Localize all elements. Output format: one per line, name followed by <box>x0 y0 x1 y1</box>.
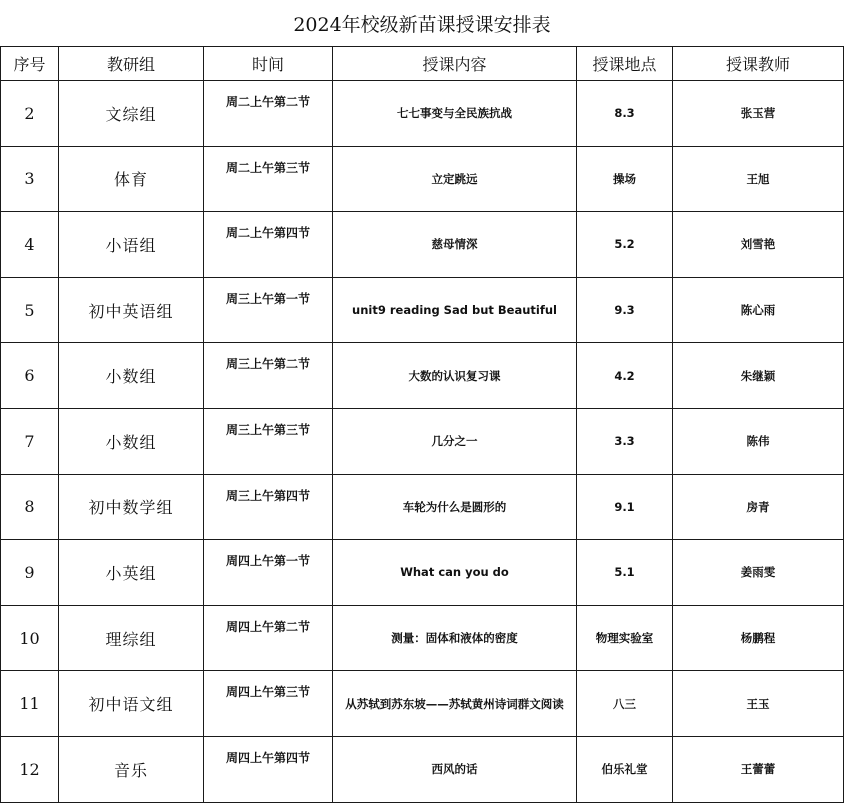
cell-group: 小语组 <box>59 212 204 278</box>
header-seq: 序号 <box>1 47 59 81</box>
table-title: 2024年校级新苗课授课安排表 <box>1 0 844 47</box>
cell-teacher: 张玉营 <box>673 81 844 147</box>
cell-seq: 4 <box>1 212 59 278</box>
cell-place: 4.2 <box>577 343 673 409</box>
cell-content: 大数的认识复习课 <box>333 343 577 409</box>
cell-group: 理综组 <box>59 605 204 671</box>
cell-group: 音乐 <box>59 736 204 802</box>
cell-time: 周四上午第三节 <box>204 671 333 737</box>
cell-time: 周四上午第一节 <box>204 540 333 606</box>
table-row <box>1 474 844 540</box>
header-row <box>1 47 844 81</box>
cell-time: 周三上午第四节 <box>204 474 333 540</box>
header-group: 教研组 <box>59 47 204 81</box>
cell-place: 5.2 <box>577 212 673 278</box>
cell-teacher: 房青 <box>673 474 844 540</box>
cell-place: 9.1 <box>577 474 673 540</box>
cell-group: 初中数学组 <box>59 474 204 540</box>
cell-teacher: 陈心雨 <box>673 277 844 343</box>
cell-place: 操场 <box>577 146 673 212</box>
cell-place: 伯乐礼堂 <box>577 736 673 802</box>
cell-time: 周三上午第二节 <box>204 343 333 409</box>
cell-time: 周二上午第四节 <box>204 212 333 278</box>
cell-teacher: 王旭 <box>673 146 844 212</box>
cell-seq: 12 <box>1 736 59 802</box>
cell-content: 立定跳远 <box>333 146 577 212</box>
cell-seq: 6 <box>1 343 59 409</box>
cell-teacher: 姜雨雯 <box>673 540 844 606</box>
cell-group: 小数组 <box>59 408 204 474</box>
cell-seq: 5 <box>1 277 59 343</box>
cell-group: 小英组 <box>59 540 204 606</box>
cell-seq: 7 <box>1 408 59 474</box>
cell-content: 车轮为什么是圆形的 <box>333 474 577 540</box>
cell-time: 周二上午第三节 <box>204 146 333 212</box>
cell-place: 八三 <box>577 671 673 737</box>
table-row <box>1 605 844 671</box>
table-row <box>1 212 844 278</box>
cell-seq: 2 <box>1 81 59 147</box>
cell-teacher: 陈伟 <box>673 408 844 474</box>
table-row <box>1 146 844 212</box>
table-row <box>1 408 844 474</box>
cell-teacher: 王蕾蕾 <box>673 736 844 802</box>
cell-group: 小数组 <box>59 343 204 409</box>
cell-seq: 8 <box>1 474 59 540</box>
cell-content: 几分之一 <box>333 408 577 474</box>
cell-group: 初中语文组 <box>59 671 204 737</box>
cell-content: 测量：固体和液体的密度 <box>333 605 577 671</box>
header-place: 授课地点 <box>577 47 673 81</box>
cell-content: 从苏轼到苏东坡——苏轼黄州诗词群文阅读 <box>333 671 577 737</box>
cell-seq: 3 <box>1 146 59 212</box>
cell-teacher: 朱继颖 <box>673 343 844 409</box>
cell-seq: 11 <box>1 671 59 737</box>
table-row <box>1 671 844 737</box>
cell-time: 周三上午第三节 <box>204 408 333 474</box>
cell-content: unit9 reading Sad but Beautiful <box>333 277 577 343</box>
cell-place: 5.1 <box>577 540 673 606</box>
header-time: 时间 <box>204 47 333 81</box>
cell-time: 周四上午第二节 <box>204 605 333 671</box>
cell-content: 慈母情深 <box>333 212 577 278</box>
cell-teacher: 刘雪艳 <box>673 212 844 278</box>
table-row <box>1 540 844 606</box>
cell-group: 文综组 <box>59 81 204 147</box>
cell-content: 七七事变与全民族抗战 <box>333 81 577 147</box>
table-row <box>1 81 844 147</box>
cell-seq: 9 <box>1 540 59 606</box>
cell-time: 周四上午第四节 <box>204 736 333 802</box>
table-row <box>1 343 844 409</box>
header-content: 授课内容 <box>333 47 577 81</box>
header-teacher: 授课教师 <box>673 47 844 81</box>
cell-teacher: 王玉 <box>673 671 844 737</box>
cell-place: 3.3 <box>577 408 673 474</box>
cell-place: 9.3 <box>577 277 673 343</box>
cell-content: What can you do <box>333 540 577 606</box>
cell-time: 周三上午第一节 <box>204 277 333 343</box>
cell-seq: 10 <box>1 605 59 671</box>
table-row <box>1 736 844 802</box>
title-row <box>1 0 844 47</box>
cell-group: 体育 <box>59 146 204 212</box>
cell-content: 西风的话 <box>333 736 577 802</box>
cell-teacher: 杨鹏程 <box>673 605 844 671</box>
cell-place: 8.3 <box>577 81 673 147</box>
table-row <box>1 277 844 343</box>
cell-place: 物理实验室 <box>577 605 673 671</box>
cell-group: 初中英语组 <box>59 277 204 343</box>
cell-time: 周二上午第二节 <box>204 81 333 147</box>
